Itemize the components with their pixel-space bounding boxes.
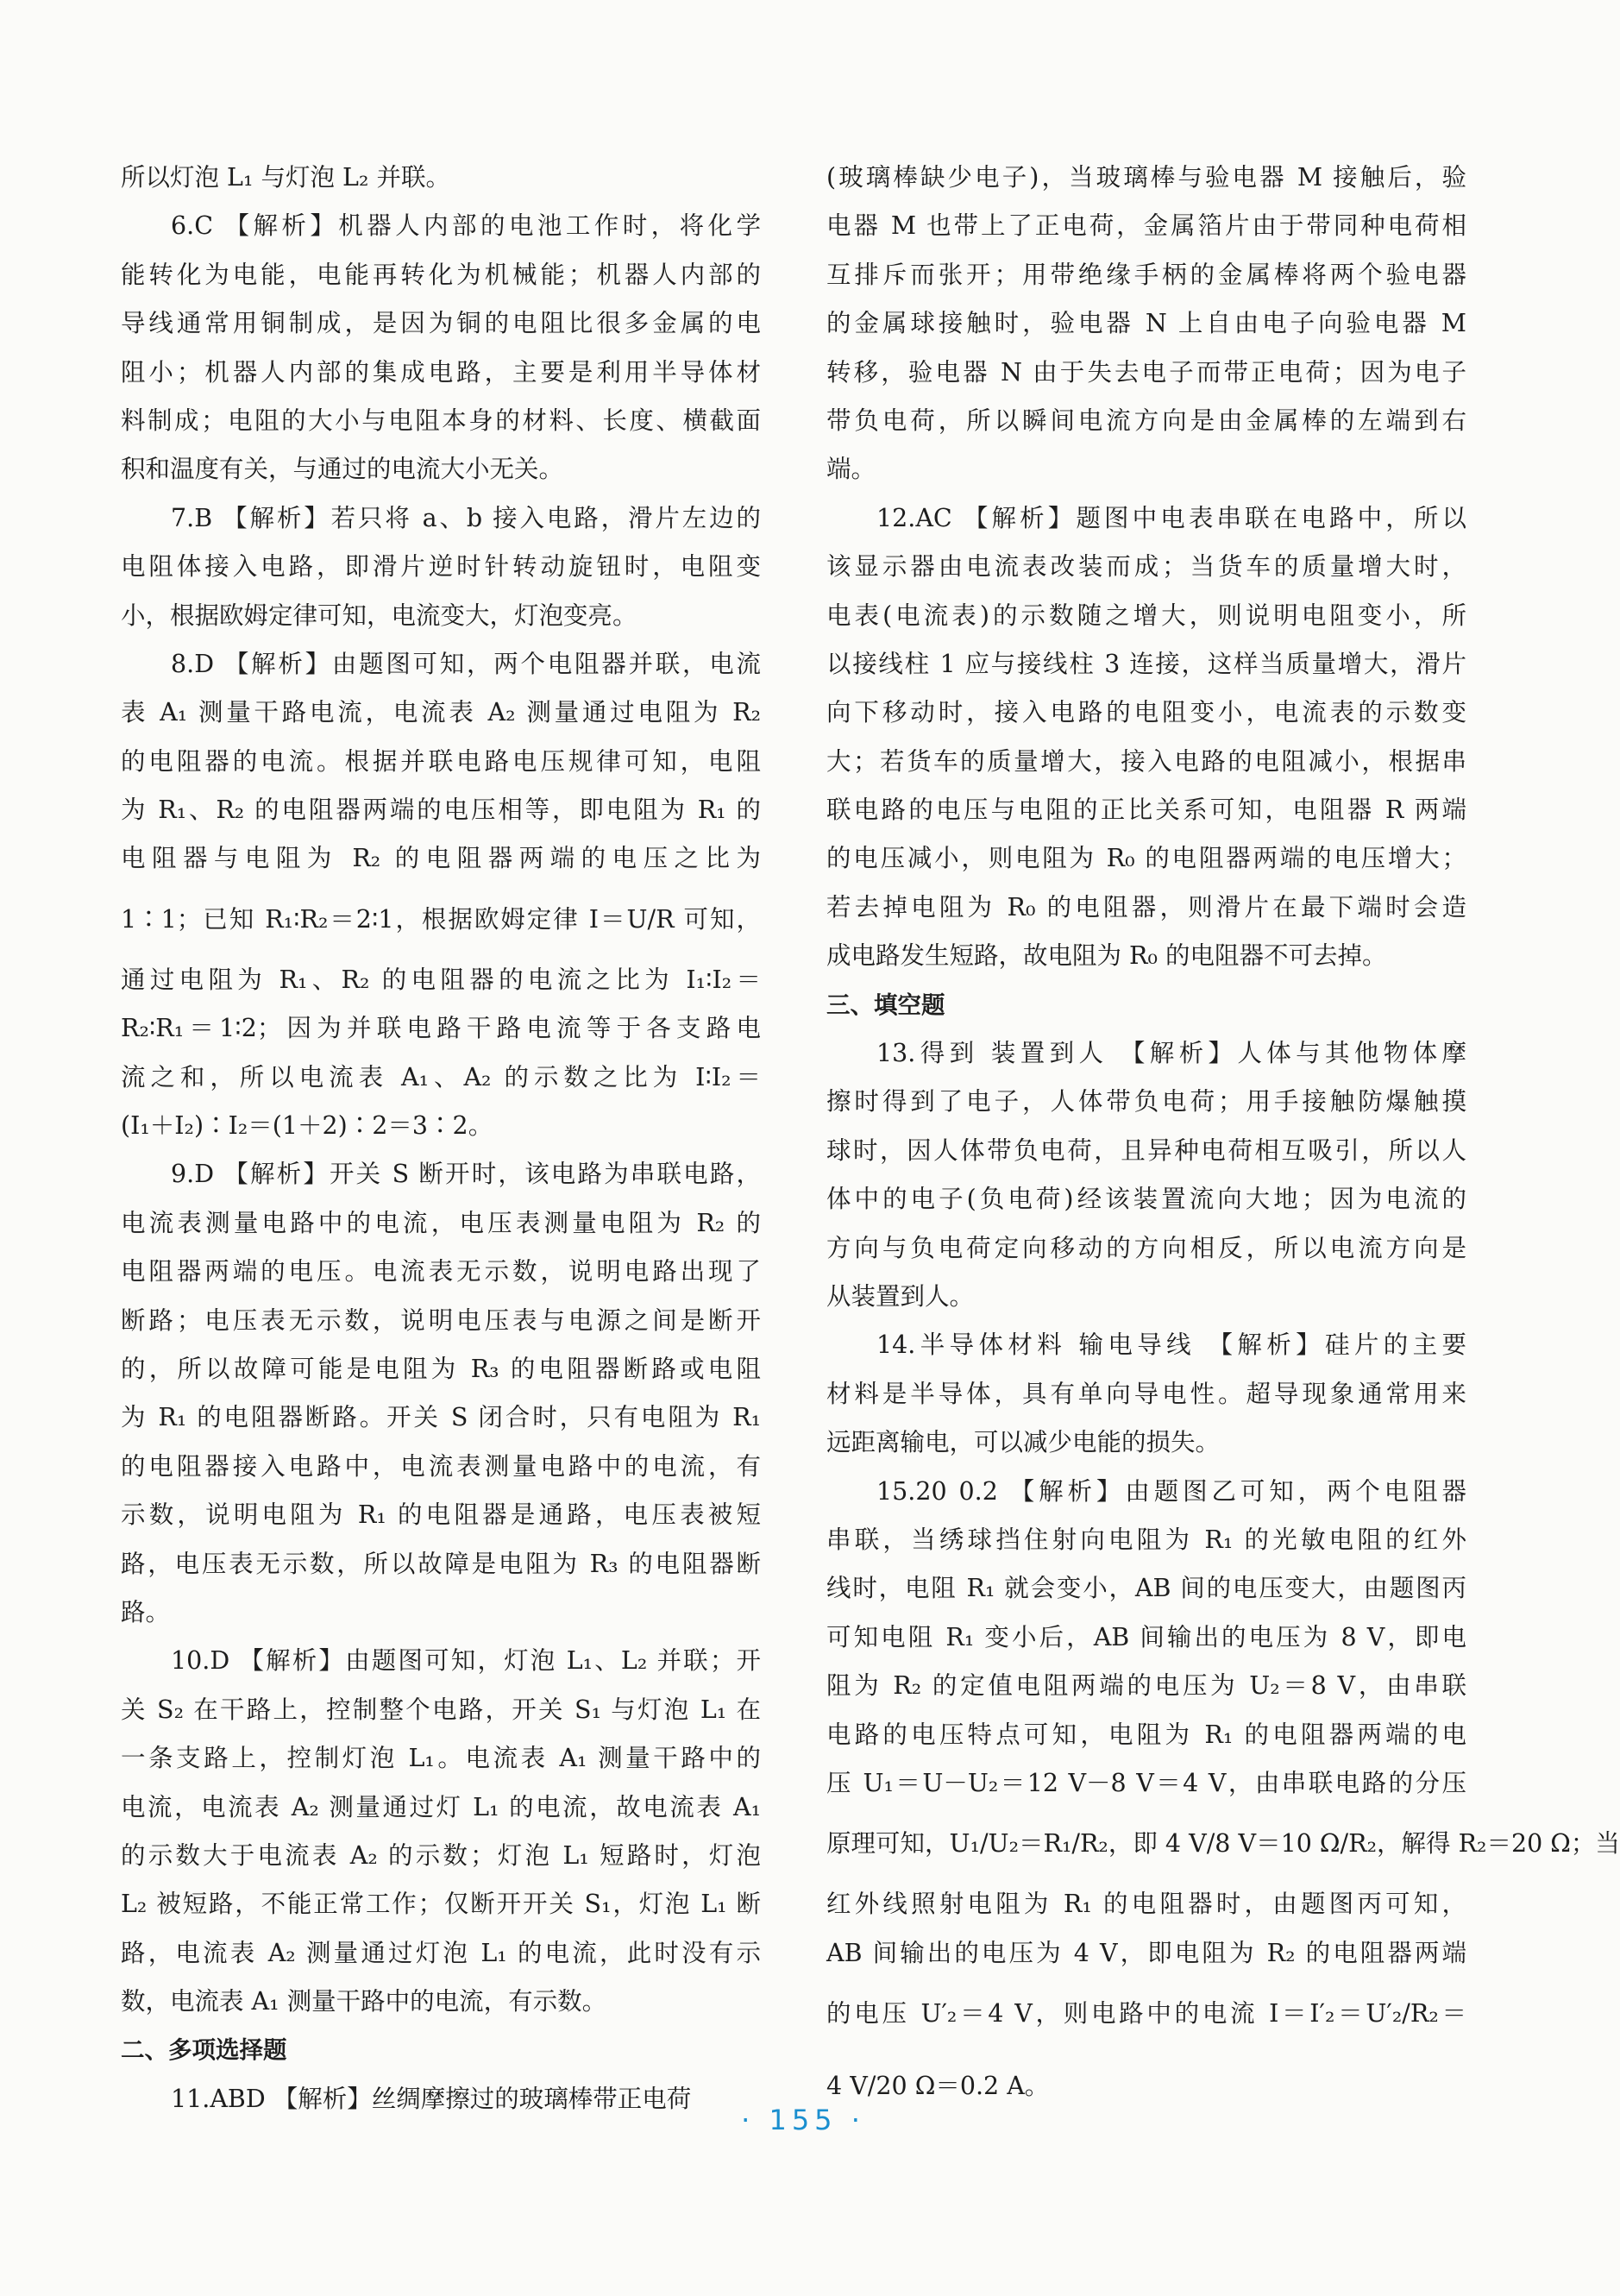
text-line: 成电路发生短路，故电阻为 R₀ 的电阻器不可去掉。 — [826, 941, 1387, 971]
text-line: 电表(电流表)的示数随之增大，则说明电阻变小，所 — [826, 601, 1466, 630]
text-line: 关 S₂ 在干路上，控制整个电路，开关 S₁ 与灯泡 L₁ 在 — [121, 1695, 761, 1724]
text-line: R₂∶R₁＝1∶2；因为并联电路干路电流等于各支路电 — [121, 1014, 761, 1043]
text-line: 的金属球接触时，验电器 N 上自由电子向验电器 M — [826, 309, 1466, 338]
text-line: 材料是半导体，具有单向导电性。超导现象通常用来 — [826, 1379, 1466, 1408]
section-heading: 二、多项选择题 — [121, 2036, 287, 2065]
text-line: 电阻体接入电路，即滑片逆时针转动旋钮时，电阻变 — [121, 552, 761, 582]
text-line: 表 A₁ 测量干路电流，电流表 A₂ 测量通过电阻为 R₂ — [121, 698, 761, 727]
text-line: 路。 — [121, 1597, 171, 1626]
text-line: 端。 — [826, 455, 876, 484]
text-line: 串联，当绣球挡住射向电阻为 R₁ 的光敏电阻的红外 — [826, 1525, 1466, 1554]
section-heading: 三、填空题 — [826, 991, 945, 1019]
text-line: 的电阻器接入电路中，电流表测量电路中的电流，有 — [121, 1451, 761, 1481]
text-line: 可知电阻 R₁ 变小后，AB 间输出的电压为 8 V，即电 — [826, 1622, 1466, 1651]
text-line: 体中的电子(负电荷)经该装置流向大地；因为电流的 — [826, 1185, 1466, 1214]
text-line: 转移，验电器 N 由于失去电子而带正电荷；因为电子 — [826, 357, 1466, 387]
text-line: 若去掉电阻为 R₀ 的电阻器，则滑片在最下端时会造 — [826, 892, 1466, 922]
text-line: 大；若货车的质量增大，接入电路的电阻减小，根据串 — [826, 746, 1466, 776]
text-line: 料制成；电阻的大小与电阻本身的材料、长度、横截面 — [121, 406, 761, 435]
text-line: 原理可知，U₁/U₂＝R₁/R₂，即 4 V/8 V＝10 Ω/R₂，解得 R₂＝20 Ω；当 — [826, 1829, 1620, 1859]
text-line: 通过电阻为 R₁、R₂ 的电阻器的电流之比为 I₁∶I₂＝ — [121, 965, 761, 994]
text-line: 以接线柱 1 应与接线柱 3 连接，这样当质量增大，滑片 — [826, 649, 1466, 678]
text-line: 该显示器由电流表改装而成；当货车的质量增大时， — [826, 552, 1466, 582]
text-line: 小，根据欧姆定律可知，电流变大，灯泡变亮。 — [121, 601, 637, 630]
text-line: 阻为 R₂ 的定值电阻两端的电压为 U₂＝8 V，由串联 — [826, 1671, 1466, 1701]
text-line: 为 R₁、R₂ 的电阻器两端的电压相等，即电阻为 R₁ 的 — [121, 796, 761, 825]
text-line: 导线通常用铜制成，是因为铜的电阻比很多金属的电 — [121, 309, 761, 338]
text-line: 阻小；机器人内部的集成电路，主要是利用半导体材 — [121, 357, 761, 387]
text-line: 6.C 【解析】机器人内部的电池工作时，将化学 — [171, 211, 761, 241]
text-line: AB 间输出的电压为 4 V，即电阻为 R₂ 的电阻器两端 — [826, 1938, 1466, 1967]
right-column — [826, 154, 1620, 2123]
text-line: 的示数大于电流表 A₂ 的示数；灯泡 L₁ 短路时，灯泡 — [121, 1840, 761, 1870]
text-line: 所以灯泡 L₁ 与灯泡 L₂ 并联。 — [121, 163, 450, 192]
text-line: 断路；电压表无示数，说明电压表与电源之间是断开 — [121, 1305, 761, 1335]
text-line: 数，电流表 A₁ 测量干路中的电流，有示数。 — [121, 1987, 607, 2016]
text-line: 14.半导体材料 输电导线 【解析】硅片的主要 — [876, 1330, 1466, 1360]
text-line: 球时，因人体带负电荷，且异种电荷相互吸引，所以人 — [826, 1135, 1466, 1165]
text-line: 12.AC 【解析】题图中电表串联在电路中，所以 — [876, 503, 1466, 532]
text-line: 10.D 【解析】由题图可知，灯泡 L₁、L₂ 并联；开 — [171, 1646, 761, 1676]
text-line: 电阻器与电阻为 R₂ 的电阻器两端的电压之比为 — [121, 844, 761, 873]
text-line: 11.ABD 【解析】丝绸摩擦过的玻璃棒带正电荷 — [171, 2084, 692, 2113]
text-line: 带负电荷，所以瞬间电流方向是由金属棒的左端到右 — [826, 406, 1466, 435]
text-line: 的电压减小，则电阻为 R₀ 的电阻器两端的电压增大； — [826, 844, 1466, 873]
text-line: 互排斥而张开；用带绝缘手柄的金属棒将两个验电器 — [826, 260, 1466, 289]
text-line: 擦时得到了电子，人体带负电荷；用手接触防爆触摸 — [826, 1087, 1466, 1117]
text-line: 电流，电流表 A₂ 测量通过灯 L₁ 的电流，故电流表 A₁ — [121, 1792, 761, 1821]
text-line: 的电阻器的电流。根据并联电路电压规律可知，电阻 — [121, 746, 761, 776]
text-line: 4 V/20 Ω＝0.2 A。 — [826, 2072, 1050, 2101]
text-line: 路，电压表无示数，所以故障是电阻为 R₃ 的电阻器断 — [121, 1549, 761, 1578]
text-line: 电阻器两端的电压。电流表无示数，说明电路出现了 — [121, 1257, 761, 1286]
text-line: 从装置到人。 — [826, 1281, 975, 1311]
left-column — [121, 154, 761, 2123]
text-line: 联电路的电压与电阻的正比关系可知，电阻器 R 两端 — [826, 796, 1466, 825]
text-line: 线时，电阻 R₁ 就会变小，AB 间的电压变大，由题图丙 — [826, 1574, 1466, 1603]
text-line: L₂ 被短路，不能正常工作；仅断开开关 S₁，灯泡 L₁ 断 — [121, 1890, 761, 1919]
page-number: · 155 · — [741, 2104, 865, 2136]
text-line: 远距离输电，可以减少电能的损失。 — [826, 1428, 1221, 1457]
text-line: 8.D 【解析】由题图可知，两个电阻器并联，电流 — [171, 649, 761, 678]
text-line: 为 R₁ 的电阻器断路。开关 S 闭合时，只有电阻为 R₁ — [121, 1403, 761, 1432]
text-line: 方向与负电荷定向移动的方向相反，所以电流方向是 — [826, 1233, 1466, 1262]
text-line: (玻璃棒缺少电子)，当玻璃棒与验电器 M 接触后，验 — [826, 163, 1466, 192]
text-line: 一条支路上，控制灯泡 L₁。电流表 A₁ 测量干路中的 — [121, 1744, 761, 1773]
text-line: 电流表测量电路中的电流，电压表测量电阻为 R₂ 的 — [121, 1208, 761, 1237]
text-line: (I₁＋I₂)∶I₂＝(1＋2)∶2＝3∶2。 — [121, 1111, 493, 1141]
text-line: 13.得到 装置到人 【解析】人体与其他物体摩 — [876, 1039, 1466, 1068]
text-line: 电路的电压特点可知，电阻为 R₁ 的电阻器两端的电 — [826, 1720, 1466, 1749]
text-line: 7.B 【解析】若只将 a、b 接入电路，滑片左边的 — [171, 503, 761, 532]
text-line: 压 U₁＝U－U₂＝12 V－8 V＝4 V，由串联电路的分压 — [826, 1768, 1466, 1797]
text-line: 的电压 U′₂＝4 V，则电路中的电流 I＝I′₂＝U′₂/R₂＝ — [826, 1999, 1466, 2029]
text-line: 的，所以故障可能是电阻为 R₃ 的电阻器断路或电阻 — [121, 1354, 761, 1383]
text-line: 9.D 【解析】开关 S 断开时，该电路为串联电路， — [171, 1160, 761, 1189]
text-line: 红外线照射电阻为 R₁ 的电阻器时，由题图丙可知， — [826, 1890, 1466, 1919]
text-line: 积和温度有关，与通过的电流大小无关。 — [121, 455, 564, 484]
text-line: 流之和，所以电流表 A₁、A₂ 的示数之比为 I∶I₂＝ — [121, 1062, 761, 1091]
text-line: 电器 M 也带上了正电荷，金属箔片由于带同种电荷相 — [826, 211, 1466, 241]
text-line: 15.20 0.2 【解析】由题图乙可知，两个电阻器 — [876, 1476, 1466, 1506]
text-line: 示数，说明电阻为 R₁ 的电阻器是通路，电压表被短 — [121, 1500, 761, 1530]
text-line: 1∶1；已知 R₁∶R₂＝2∶1，根据欧姆定律 I＝U/R 可知， — [121, 904, 761, 934]
text-line: 能转化为电能，电能再转化为机械能；机器人内部的 — [121, 260, 761, 289]
text-line: 路，电流表 A₂ 测量通过灯泡 L₁ 的电流，此时没有示 — [121, 1938, 761, 1967]
text-line: 向下移动时，接入电路的电阻变小，电流表的示数变 — [826, 698, 1466, 727]
